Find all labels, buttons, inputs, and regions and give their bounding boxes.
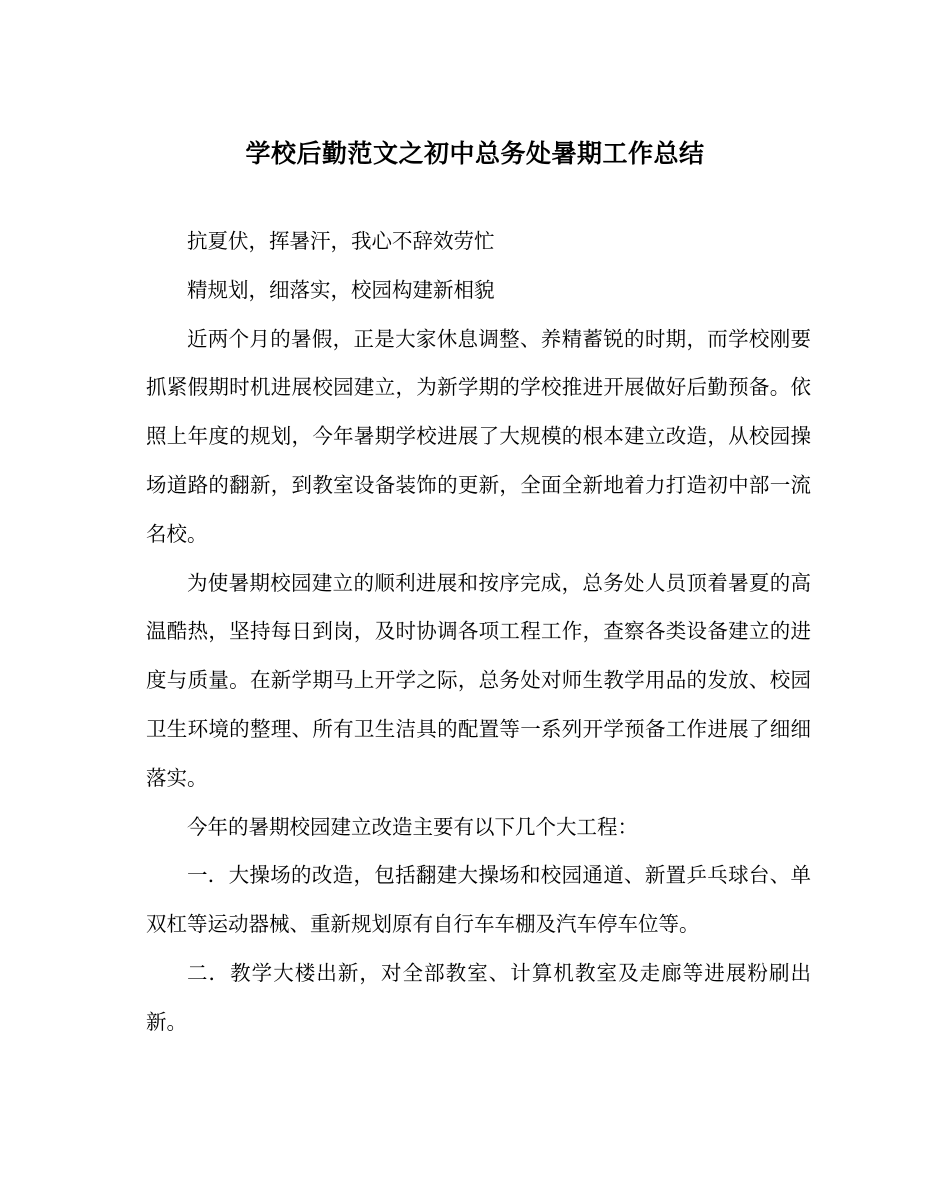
document-body xyxy=(146,217,811,1047)
paragraph: 二．教学大楼出新，对全部教室、计算机教室及走廊等进展粉刷出新。 xyxy=(146,960,811,1034)
paragraph: 一．大操场的改造，包括翻建大操场和校园通道、新置乒乓球台、单双杠等运动器械、重新规划原有自行车车棚及汽车停车位等。 xyxy=(146,863,811,937)
paragraph: 为使暑期校园建立的顺利进展和按序完成，总务处人员顶着暑夏的高温酷热，坚持每日到岗，及时协调各项工程工作，查察各类设备建立的进度与质量。在新学期马上开学之际，总务处对师生教学用品的发放、校园卫生环境的整理、所有卫生洁具的配置等一系列开学预备工作进展了细细落实。 xyxy=(146,570,811,790)
paragraph: 近两个月的暑假，正是大家休息调整、养精蓄锐的时期，而学校刚要抓紧假期时机进展校园建立，为新学期的学校推进开展做好后勤预备。依照上年度的规划，今年暑期学校进展了大规模的根本建立改造，从校园操场道路的翻新，到教室设备装饰的更新，全面全新地着力打造初中部一流名校。 xyxy=(146,326,811,546)
paragraph: 今年的暑期校园建立改造主要有以下几个大工程： xyxy=(187,814,638,839)
document-title: 学校后勤范文之初中总务处暑期工作总结 xyxy=(245,139,705,168)
paragraph: 抗夏伏，挥暑汗，我心不辞效劳忙 xyxy=(187,229,495,253)
paragraph: 精规划，细落实，校园构建新相貌 xyxy=(187,277,495,302)
